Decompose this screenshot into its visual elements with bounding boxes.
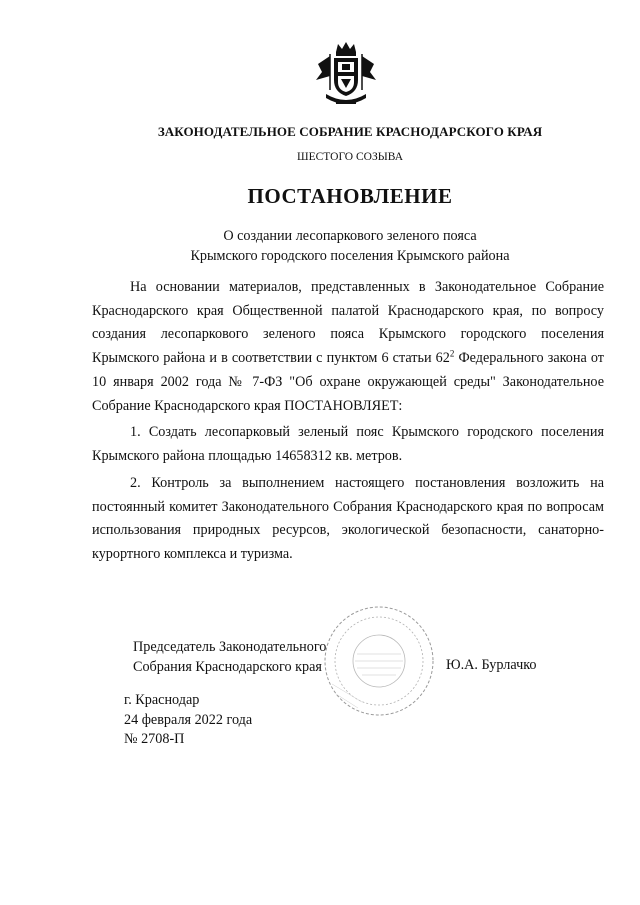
footer-number: № 2708-П xyxy=(124,731,185,747)
signatory-title-line-1: Председатель Законодательного xyxy=(133,639,327,655)
paragraph-item-2: 2. Контроль за выполнением настоящего постановления возложить на постоянный комитет Законодательного Собрания Краснодарского края по вопросам использования природных ресурсов, экологической безопасности, санаторно-курортного комплекса и туризма. xyxy=(92,475,604,563)
preamble-text-end: Федерального закона от 10 января 2002 года № 7-ФЗ "Об охране окружающей среды" Законодательное Собрание Краснодарского края ПОСТАНОВЛЯЕТ: xyxy=(92,350,605,414)
signatory-title-line-2: Собрания Краснодарского края xyxy=(133,659,322,675)
footer-city: г. Краснодар xyxy=(124,692,200,708)
document-footer xyxy=(124,691,252,750)
signatory-name: Ю.А. Бурлачко xyxy=(446,657,537,673)
document-type-title: ПОСТАНОВЛЕНИЕ xyxy=(247,184,453,208)
convocation-label: ШЕСТОГО СОЗЫВА xyxy=(296,151,404,163)
preamble-text-start: На основании материалов, представленных в Законодательное Собрание Краснодарского края Общественной палатой Краснодарского края, по вопросу создания лесопаркового зеленого пояса Крымского городского поселения Крымского района и в соответствии с пунктом 6 статьи 62 xyxy=(92,279,604,367)
seal-stamp-icon xyxy=(322,604,437,719)
signatory-title xyxy=(133,637,326,677)
organization-name: ЗАКОНОДАТЕЛЬНОЕ СОБРАНИЕ КРАСНОДАРСКОГО КРАЯ xyxy=(157,124,543,139)
paragraph-item-1: 1. Создать лесопарковый зеленый пояс Крымского городского поселения Крымского района площадью 14658312 кв. метров. xyxy=(92,424,604,464)
footer-date: 24 февраля 2022 года xyxy=(124,711,253,728)
article-superscript: 2 xyxy=(449,348,455,359)
krasnodar-coat-of-arms-icon xyxy=(312,38,380,110)
subject-line-2: Крымского городского поселения Крымского района xyxy=(190,248,510,264)
paragraph-preamble xyxy=(92,276,604,418)
document-subject xyxy=(0,226,640,266)
subject-line-1: О создании лесопаркового зеленого пояса xyxy=(223,228,477,244)
